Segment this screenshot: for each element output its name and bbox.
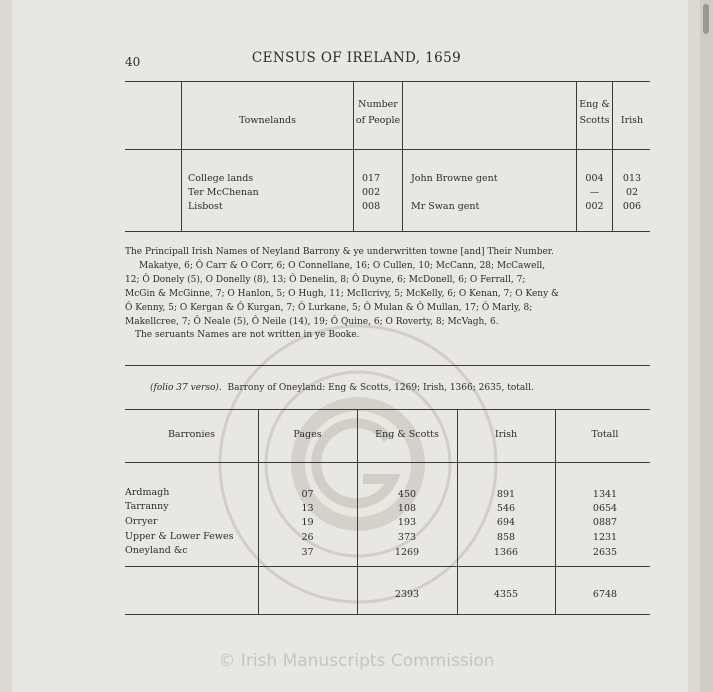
table1-divider [402,81,403,231]
paragraph-line: The seruants Names are not written in ye Booke. [135,330,360,341]
table-row-irish: 1366 [493,547,519,558]
table-row-eng: 373 [397,532,417,543]
table-row-pages: 13 [301,503,314,514]
table-row-irish: 02 [625,187,639,198]
table-row-total: 1341 [592,489,618,500]
header-irish-2: Irish [494,429,518,440]
table-row-towneland: Ter McChenan [188,187,259,198]
table-row-total: 0654 [592,503,618,514]
table-row-pages: 07 [301,489,314,500]
paragraph-rule [125,365,650,366]
header-number-of-people: Number of People [355,99,401,126]
table2-header-rule [125,462,650,463]
table-row-eng: 450 [397,489,417,500]
paragraph-line: Ô Kenny, 5; O Kergan & Ô Kurgan, 7; Ô Lurkane, 5; Ô Mulan & Ô Mullan, 17; Ô Marly, 8; [125,302,533,313]
irish-names-paragraph [125,246,655,343]
table-row-irish: 858 [496,532,516,543]
table-row-total: 0887 [592,517,618,528]
table-row-irish: 006 [622,201,642,212]
paragraph-line: The Principall Irish Names of Neyland Barrony & ye underwritten towne [and] Their Number. [125,247,554,257]
table1-bottom-rule [125,231,650,232]
scrollbar[interactable] [700,0,713,692]
table-row-pages: 19 [301,517,314,528]
header-townelands: Townelands [239,115,296,126]
sum-total: 6748 [592,589,618,600]
table-row-name: Orryer [125,516,158,527]
table-row-irish: 546 [496,503,516,514]
paragraph-line: Makatye, 6; Ô Carr & O Corr, 6; O Connellane, 16; O Cullen, 10; McCann, 28; McCawell, [139,260,546,271]
table-row-number: 002 [362,187,381,198]
sum-eng: 2393 [394,589,420,600]
table-row-name: Tarranny [125,501,169,512]
table-row-pages: 26 [301,532,314,543]
table2-sum-rule [125,566,650,567]
copyright-watermark: © Irish Manuscripts Commission [218,651,495,671]
folio-note [150,381,534,396]
table-row-pages: 37 [301,547,314,558]
folio-summary: Barrony of Oneyland: Eng & Scotts, 1269; Irish, 1366; 2635, totall. [227,383,534,393]
table2-top-rule [125,409,650,410]
table-row-towneland: Lisbost [188,201,223,212]
table-row-name: Upper & Lower Fewes [125,531,234,542]
table-row-eng: 004 [585,173,604,184]
sum-irish: 4355 [493,589,519,600]
table-row-eng: 1269 [394,547,420,558]
table-row-eng: 193 [397,517,417,528]
table-row-tituladoe: John Browne gent [411,173,498,184]
table-row-irish: 891 [496,489,516,500]
header-totall: Totall [591,429,619,440]
header-pages: Pages [293,429,322,440]
paragraph-line: McGin & McGinne, 7; O Hanlon, 5; O Hugh, 11; McIlcrivy, 5; McKelly, 6; O Kenan, 7; O Keny & [125,288,560,299]
table-row-number: 008 [362,201,381,212]
table-row-name: Ardmagh [125,487,170,498]
folio-reference: (folio 37 verso). [150,383,222,393]
table-row-towneland: College lands [188,173,254,184]
table1-header-rule [125,149,650,150]
header-eng-scotts-2: Eng & Scotts [375,429,439,440]
page-title: CENSUS OF IRELAND, 1659 [251,50,462,66]
header-eng-scotts: Eng & Scotts [579,99,610,126]
header-irish: Irish [620,115,644,126]
table-row-irish: 013 [622,173,642,184]
paragraph-line: Makellcree, 7; Ô Neale (5), Ô Neile (14), 19; Ô Quine, 6; O Roverty, 8; McVagh, 6. [125,316,499,327]
header-barronies: Barronies [167,429,216,440]
table1-top-rule [125,81,650,82]
table-row-name: Oneyland &c [125,545,188,556]
table-row-eng: — [589,187,600,198]
table-row-tituladoe: Mr Swan gent [411,201,480,212]
paragraph-line: 12; Ô Donely (5), O Donelly (8), 13; Ô Denelin, 8; Ô Duyne, 6; McDonell, 6; O Ferrall, 7; [125,274,526,285]
table2-bottom-rule [125,614,650,615]
table-row-eng: 002 [585,201,604,212]
scrollbar-thumb[interactable] [703,4,709,34]
table-row-total: 1231 [592,532,618,543]
page-number: 40 [125,55,141,69]
table-row-eng: 108 [397,503,417,514]
table-row-total: 2635 [592,547,618,558]
table1-divider [181,81,182,231]
table-row-number: 017 [362,173,381,184]
table-row-irish: 694 [496,517,516,528]
